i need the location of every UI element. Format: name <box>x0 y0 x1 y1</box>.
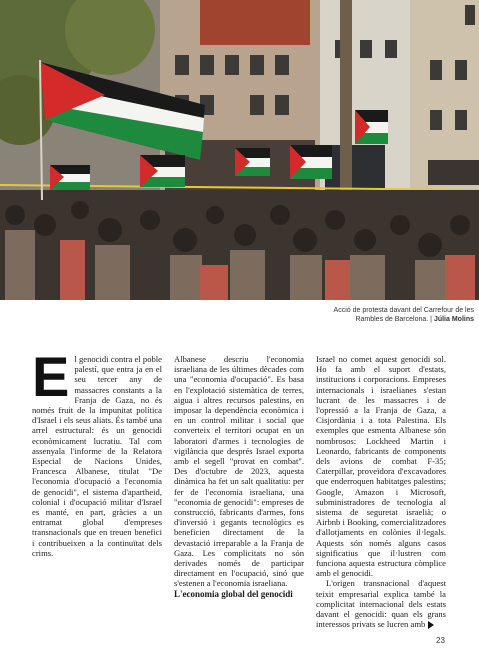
paragraph-1-text: l genocidi contra el poble palestí, que entra ja en el seu tercer any de massacres constants a la Franja de Gaza, no és només fruit de la impunitat política d'Israel i els seus aliats. És també una arrel estructural: és un genocidi econòmicament lucratiu. Tal com assenyala l'informe de la Relatora Especial de Nacions Unides, Francesca Albanese, titulat "De l'economia d'ocupació a l'economia de genocidi", el sistema d'apartheid, colonial i d'ocupació militar d'Israel es manté, en part, gràcies a un entramat global d'empreses transnacionals que en treuen benefici i contribueixen a la continuïtat dels crims. <box>32 354 162 558</box>
article-paragraph-3: Israel no comet aquest genocidi sol. Ho fa amb el suport d'estats, institucions i corporacions. Empreses internacionals i israelianes s'estan lucrant de les massacres i de l'opressió a la Franja de Gaza, a Cisjordània i a tota Palestina. Els exemples que esmenta Albanese són nombrosos: Lockheed Martin i Leonardo, fabricants de components dels avions de combat F-35; Caterpillar, proveïdora d'excavadores que enderroquen habitatges palestins; Google, Amazon i Microsoft, subministradores de tecnologia al sistema de seguretat israelià; o Airbnb i Booking, comercialitzadores d'allotjaments en colònies il·legals. Aquests són només alguns casos significatius que il·lustren com funciona aquesta estructura còmplice amb el genocidi. <box>316 354 446 579</box>
page-number: 23 <box>436 636 445 645</box>
continue-arrow-icon <box>428 621 434 629</box>
dropcap: E <box>32 345 70 408</box>
article-subhead: L'economia global del genocidi <box>174 588 293 599</box>
article-column-2 <box>174 354 304 599</box>
photo-credit: Júlia Molins <box>433 315 474 323</box>
caption-text: Acció de protesta davant del Carrefour de les Rambles de Barcelona. <box>333 307 474 323</box>
article-paragraph-1 <box>32 345 162 558</box>
protest-photo <box>0 0 479 300</box>
article-paragraph-4 <box>316 578 446 629</box>
article-column-3 <box>316 354 446 629</box>
photo-caption: Acció de protesta davant del Carrefour de les Rambles de Barcelona. | Júlia Molins <box>333 307 474 323</box>
paragraph-4-text: L'origen transnacional d'aquest teixit empresarial explica també la complicitat internacional dels estats davant el genocidi: quan els grans interessos privats se lucren amb <box>316 578 446 630</box>
article-paragraph-2: Albanese descriu l'economia israeliana de les últimes dècades com una "economia d'ocupació". Es basa en l'explotació sistemàtica de terres, aigua i altres recursos palestins, en imposar la dependència econòmica i en un control militar i social que converteix el territori ocupat en un laboratori d'armes i tecnologies de vigilància que després Israel exporta amb el segell "provat en combat". Des d'octubre de 2023, aquesta dinàmica ha fet un salt qualitatiu: per fer de l'economia israeliana, una "economia de genocidi": empreses de construcció, fabricants d'armes, fons d'inversió i gegants tecnològics es beneficien directament de la devastació irreparable a la Franja de Gaza. Les complicitats no són derivades només de participar directament en l'ocupació, sinó que s'estenen a l'economia israeliana. <box>174 354 304 589</box>
article-column-1 <box>32 345 162 558</box>
